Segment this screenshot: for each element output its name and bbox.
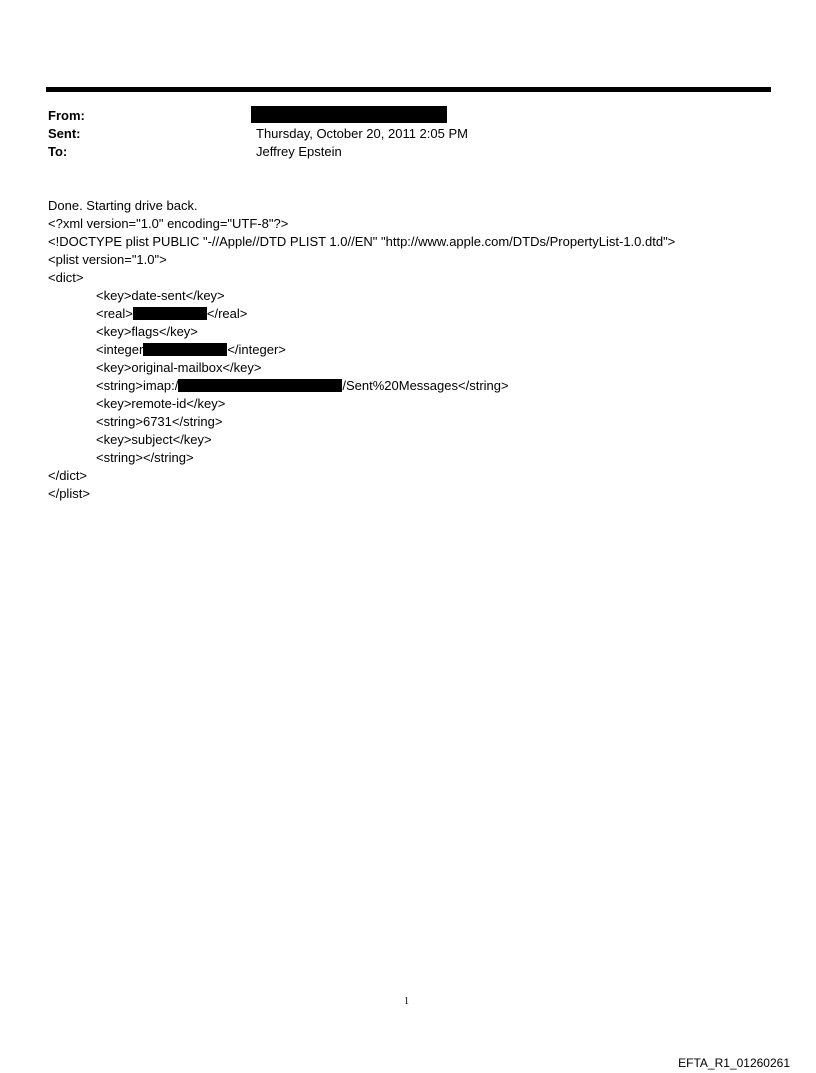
- body-line: </plist>: [48, 486, 90, 501]
- body-line: [96, 305, 247, 323]
- body-line: <key>remote-id</key>: [96, 396, 226, 411]
- body-text: </real>: [206, 306, 248, 321]
- redaction-block: [133, 307, 207, 320]
- body-text: </integer>: [227, 342, 286, 357]
- bates-number: EFTA_R1_01260261: [678, 1056, 790, 1070]
- body-line: Done. Starting drive back.: [48, 198, 198, 213]
- header-rule: [46, 87, 771, 92]
- from-label: From:: [48, 108, 85, 123]
- redaction-block: [178, 379, 342, 392]
- sent-label: Sent:: [48, 126, 81, 141]
- body-line: <dict>: [48, 270, 84, 285]
- to-label: To:: [48, 144, 68, 159]
- redaction-block: [143, 343, 227, 356]
- to-value: Jeffrey Epstein: [256, 144, 342, 159]
- body-text: <real>: [96, 306, 133, 321]
- page-number: 1: [404, 996, 409, 1007]
- sent-value: Thursday, October 20, 2011 2:05 PM: [256, 126, 468, 141]
- body-line: <!DOCTYPE plist PUBLIC "-//Apple//DTD PLIST 1.0//EN" "http://www.apple.com/DTDs/PropertyList-1.0.dtd">: [48, 234, 676, 249]
- body-line: <key>flags</key>: [96, 324, 198, 339]
- body-line: <string>6731</string>: [96, 414, 223, 429]
- body-line: <string></string>: [96, 450, 194, 465]
- body-text: <string>imap:/: [96, 378, 179, 393]
- body-line: <key>date-sent</key>: [96, 288, 225, 303]
- body-line: <key>subject</key>: [96, 432, 212, 447]
- body-text: <integer: [96, 342, 144, 357]
- body-line: [96, 377, 509, 395]
- body-line: <plist version="1.0">: [48, 252, 167, 267]
- body-line: </dict>: [48, 468, 88, 483]
- body-text: /Sent%20Messages</string>: [342, 378, 509, 393]
- body-line: [96, 341, 286, 359]
- body-line: <key>original-mailbox</key>: [96, 360, 262, 375]
- body-line: <?xml version="1.0" encoding="UTF-8"?>: [48, 216, 289, 231]
- redacted-sender: [251, 106, 447, 123]
